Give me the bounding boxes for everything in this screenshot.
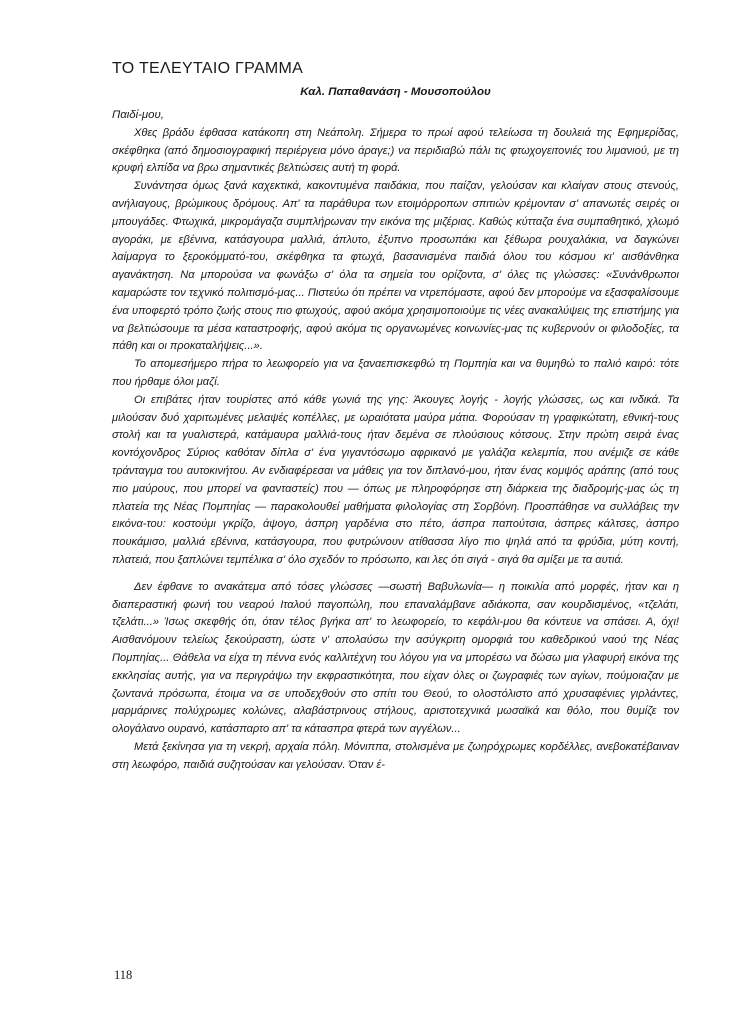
paragraph-4: Οι επιβάτες ήταν τουρίστες από κάθε γωνιά της γης: Άκουγες λογής - λογής γλώσσες, ως και ινδικά. Τα μιλούσαν δυό χαριτωμένες μελαψές κοπέλλες, με ωραιότατα μαύρα μάτια. Φορούσαν τη γραφικώτατη, εθνική-τους στολή και τα γυαλιστερά, κατάμαυρα μαλλιά-τους ήταν δεμένα σε πλούσιους κότσους. Στην πρώτη σειρά ένας κοντόχονδρος Σύριος καθόταν δίπλα σ' ένα γιγαντόσωμο αφρικανό με γαλάζια κελεμπία, που ανέμιζε σε κάθε τράνταγμα του αυτοκινήτου. Αν ενδιαφέρεσαι να μάθεις για τον διπλανό-μου, ήταν ένας κομψός αράπης (από τους πιο μαύρους, που μπορεί να φανταστείς) που — όπως με πληροφόρησε στη διάρκεια της διαδρομής-μας ώς τη πλατεία της Νέας Πομπηίας — παρακολουθεί μαθήματα φιλολογίας στη Σορβόνη. Προσπάθησε να συλλάβεις την εικόνα-του: κοστούμι γκρίζο, άψογο, άσπρη γαρδένια στο πέτο, άσπρα παπούτσια, άσπρες κάλτσες, άσπρο πουκάμισο, μαλλιά εβένινα, κατάσγουρα, που φυτρώνουν ατίθασσα λίγο πιο ψηλά από τα φρύδια, μύτη κοντή, πλατειά, που ξαπλώνει τεμπέλικα σ' όλο σχεδόν το πρόσωπο, και λες ότι σιγά - σιγά θα σμίξει με τα αυτιά. <box>112 393 679 566</box>
article-title: ΤΟ ΤΕΛΕΥΤΑΙΟ ΓΡΑΜΜΑ <box>112 60 304 77</box>
article-author: Καλ. Παπαθανάση - Μουσοπούλου <box>300 86 491 98</box>
paragraph-5: Δεν έφθανε το ανακάτεμα από τόσες γλώσσες —σωστή Βαβυλωνία— η ποικιλία από μορφές, ήταν και η διαπεραστική φωνή του νεαρού Ιταλού παγοπώλη, που επαναλάμβανε αδιάκοπα, σαν κουρδισμένος, «τζελάτι, τζελάτι...» Ίσως σκεφθής ότι, όταν τέλος βγήκα απ' το λεωφορείο, το κεφάλι-μου θα κόντευε να σπάσει. Α, όχι! Αισθανόμουν τελείως ξεκούραστη, ώστε ν' απολαύσω την ασύγκριτη ομορφιά του καθεδρικού ναού της Νέας Πομπηίας... Θάθελα να είχα τη πέννα ενός καλλιτέχνη του λόγου για να μπορέσω να δώσω μια γλαφυρή εικόνα της εκκλησίας αυτής, για να περιγράψω την εκφραστικότητα, που είχαν όλες οι ζωγραφιές των αγίων, πούμοιαζαν με ζωντανά πρόσωπα, έτοιμα να σε υποδεχθούν στο σπίτι του Θεού, το ολοστόλιστο από χρυσαφένιες γιρλάντες, μαρμάρινες πολύχρωμες κολώνες, αλαβάστρινους στήλους, αριστοτεχνικά μωσαϊκά και θόλο, που θυμίζε τον ολογάλανο ουρανό, κατάσπαρτο απ' τα κάτασπρα φτερά των αγγέλων... <box>112 580 679 736</box>
paragraph-3: Το απομεσήμερο πήρα το λεωφορείο για να ξαναεπισκεφθώ τη Πομπηία και να θυμηθώ το παλιό καιρό: τότε που ήρθαμε όλοι μαζί. <box>112 358 679 388</box>
paragraph-6: Μετά ξεκίνησα για τη νεκρή, αρχαία πόλη. Μόνιππα, στολισμένα με ζωηρόχρωμες κορδέλλες, ανεβοκατέβαιναν στη λεωφόρο, παιδιά συζητούσαν και γελούσαν. Όταν έ- <box>112 740 679 771</box>
letter-salutation: Παιδί-μου, <box>112 109 164 121</box>
paragraph-2: Συνάντησα όμως ξανά καχεκτικά, κακοντυμένα παιδάκια, που παίζαν, γελούσαν και κλαίγαν στους στενούς, ανήλιαγους, βρώμικους δρόμους. Απ' τα παράθυρα των ετοιμόρροπων σπιτιών κρέμονταν σ' απανωτές σειρές οι μπουγάδες. Φτωχικά, μικρομάγαζα συμπλήρωναν την εικόνα της μιζέριας. Καθώς κύτταζα ένα συμπαθητικό, χλωμό αγοράκι, με εβένινα, κατάσγουρα μαλλιά, άπλυτο, έξυπνο προσωπάκι και ξέθωρα ρουχαλάκια, να δαγκώνει λαίμαργα το ξεροκόμματό-του, σκέφθηκα τα φτωχά, βασανισμένα παιδιά όλου του κόσμου κι' αισθάνθηκα αγανάκτηση. Να μπορούσα να φωνάξω σ' όλα τα σημεία του ορίζοντα, σ' όλες τις γλώσσες: «Συνάνθρωποι καμαρώστε τον τεχνικό πολιτισμό-μας... Πιστεύω ότι πρέπει να ντρεπόμαστε, αφού δεν μπορούμε να εξασφαλίσουμε ένα υποφερτό τρόπο ζωής στους πιο φτωχούς, αφού ακόμα χρησιμοποιούμε τις νέες ανακαλύψεις της επιστήμης για να βελτιώσουμε τα μέσα καταστροφής, αφού ακόμα τις οργανωμένες κοινωνίες-μας τις κυβερνούν οι φιλοδοξίες, τα πάθη και οι προκαταλήψεις...». <box>112 180 679 353</box>
paragraph-1: Χθες βράδυ έφθασα κατάκοπη στη Νεάπολη. Σήμερα το πρωί αφού τελείωσα τη δουλειά της Εφημερίδας, σκέφθηκα (από δημοσιογραφική περιέργεια μόνο άραγε;) να περιδιαβώ πάλι τις φτωχογειτονιές του λιμανιού, με τη κρυφή ελπίδα να βρω σημαντικές βελτιώσεις αυτή τη φορά. <box>112 126 679 175</box>
page-number: 118 <box>114 968 133 982</box>
article <box>112 60 679 774</box>
